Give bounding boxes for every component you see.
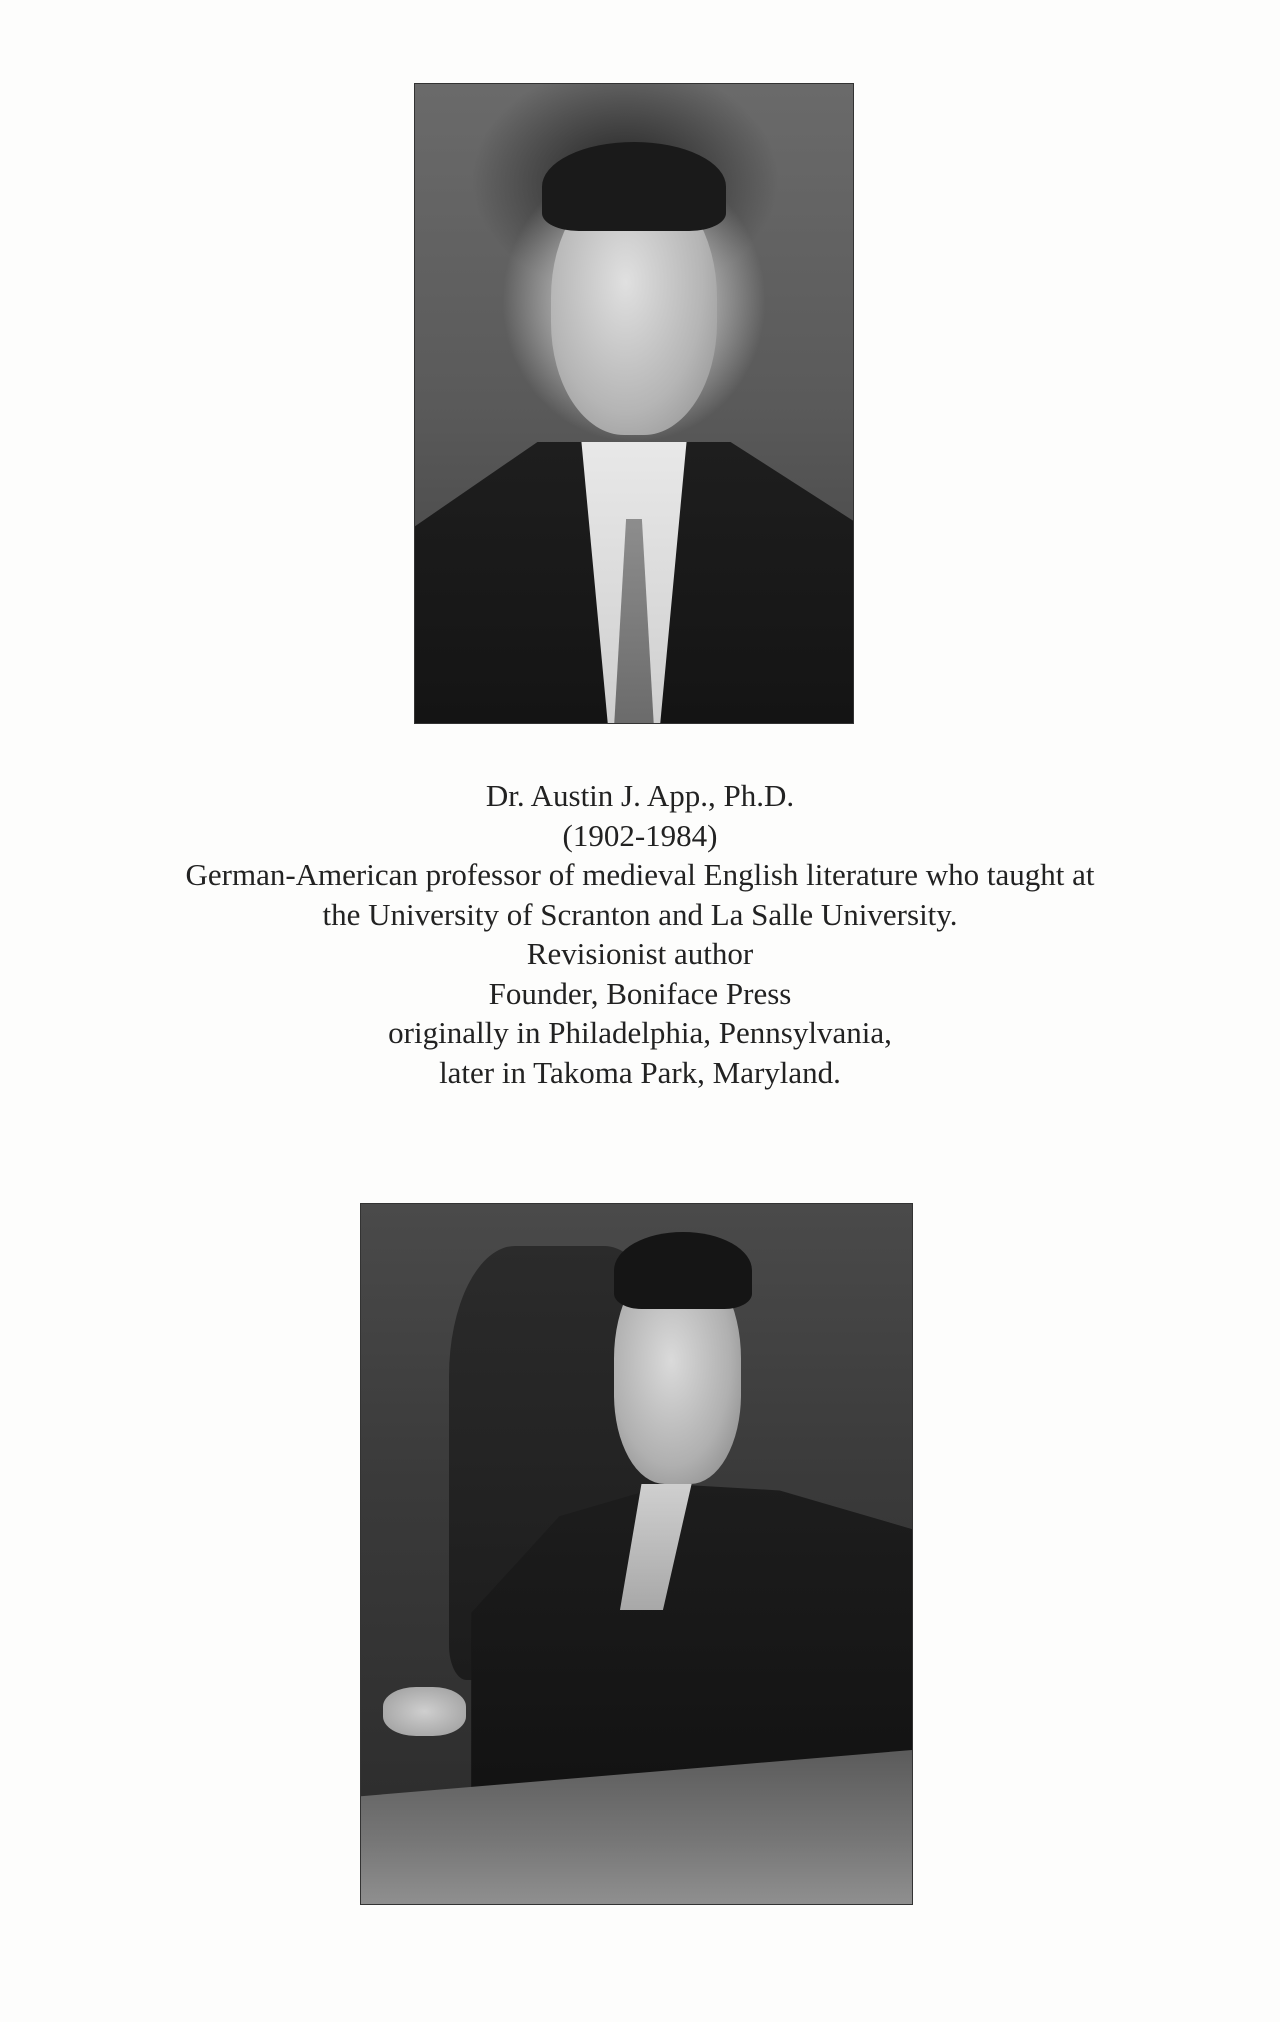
hair-shape — [614, 1232, 752, 1309]
portrait-photo — [414, 83, 854, 724]
caption-name: Dr. Austin J. App., Ph.D. — [485, 778, 795, 813]
caption-location-line-2: later in Takoma Park, Maryland. — [439, 1054, 841, 1090]
caption-founder: Founder, Boniface Press — [488, 975, 792, 1011]
caption-role: Revisionist author — [526, 936, 754, 971]
caption-description-line-2: the University of Scranton and La Salle University. — [322, 896, 958, 932]
caption-block — [40, 776, 1240, 1092]
caption-description-line-1: German-American professor of medieval English literature who taught at — [185, 857, 1095, 892]
caption-location-line-1: originally in Philadelphia, Pennsylvania, — [388, 1015, 892, 1050]
caption-dates: (1902-1984) — [562, 817, 718, 853]
hand-shape — [383, 1687, 466, 1736]
seated-photo — [360, 1203, 913, 1905]
hair-shape — [542, 142, 726, 231]
